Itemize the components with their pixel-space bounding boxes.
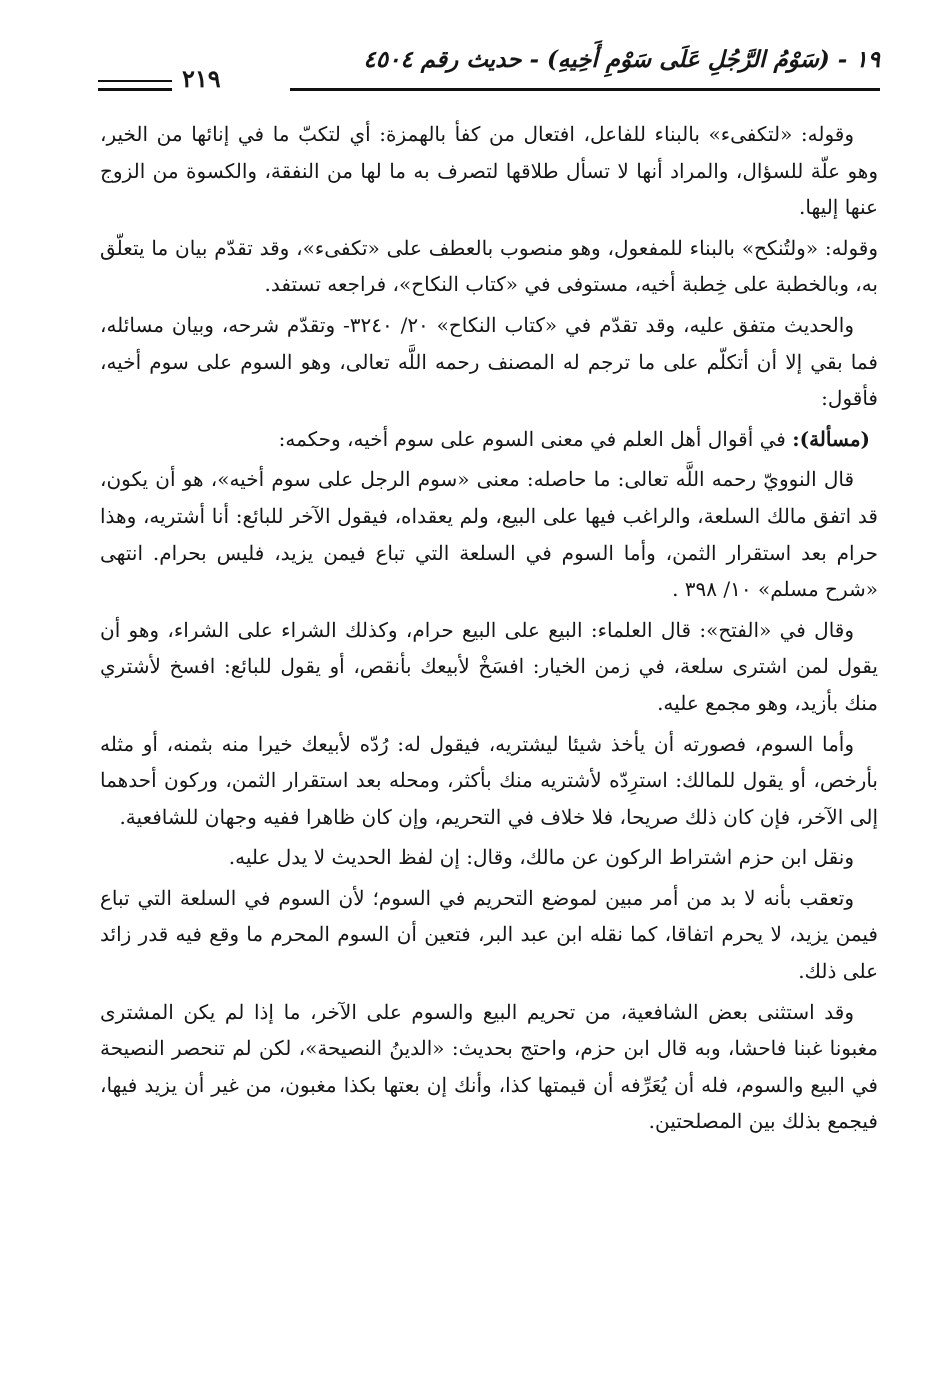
header-double-rule-top: [98, 80, 172, 82]
paragraph: وقوله: «لتكفىء» بالبناء للفاعل، افتعال من كفأ بالهمزة: أي لتكبّ ما في إنائها من الخير، وهو علّة للسؤال، والمراد أنها لا تسأل طلاقها لتصرف به ما لها من النفقة، والكسوة من الزوج عنها إليها.: [100, 122, 878, 220]
header-double-rule-bottom: [98, 88, 172, 91]
page-number: ٢١٩: [182, 64, 221, 93]
paragraph: وتعقب بأنه لا بد من أمر مبين لموضع التحريم في السوم؛ لأن السوم في السلعة التي تباع فيمن يزيد، لا يحرم اتفاقا، كما نقله ابن عبد البر، فتعين أن السوم المحرم ما وقع فيه قدر زائد على ذلك.: [100, 885, 878, 984]
chapter-title: ١٩ - (سَوْمُ الرَّجُلِ عَلَى سَوْمِ أَخِيهِ) - حديث رقم ٤٥٠٤: [363, 46, 880, 73]
issue-label: (مسألة):: [792, 426, 870, 451]
header-rule: [290, 88, 880, 91]
paragraph: قال النوويّ رحمه اللَّه تعالى: ما حاصله: معنى «سوم الرجل على سوم أخيه»، هو أن يكون، قد اتفق مالك السلعة، والراغب فيها على البيع، ولم يعقداه، فيقول الآخر للبائع: أنا أشتريه، وهذا حرام بعد استقرار الثمن، وأما السوم في السلعة التي تباع فيمن يزيد، فليس بحرام. انتهى «شرح مسلم» ١٠/ ٣٩٨ .: [100, 467, 878, 602]
paragraph: والحديث متفق عليه، وقد تقدّم في «كتاب النكاح» ٢٠/ ٣٢٤٠- وتقدّم شرحه، وبيان مسائله، فما بقي إلا أن أتكلّم على ما ترجم له المصنف رحمه اللَّه تعالى، وهو السوم على سوم أخيه، فأقول:: [100, 312, 878, 411]
paragraph: ونقل ابن حزم اشتراط الركون عن مالك، وقال: إن لفظ الحديث لا يدل عليه.: [228, 845, 854, 870]
running-header: [98, 42, 880, 98]
paragraph: وقال في «الفتح»: قال العلماء: البيع على البيع حرام، وكذلك الشراء على الشراء، وهو أن يقول لمن اشترى سلعة، في زمن الخيار: افسَخْ لأبيعك بأنقص، أو يقول للبائع: افسخ لأشتري منك بأزيد، وهو مجمع عليه.: [100, 617, 878, 715]
issue-text: في أقوال أهل العلم في معنى السوم على سوم أخيه، وحكمه:: [278, 426, 786, 451]
body-text: [100, 116, 878, 1296]
paragraph: وقوله: «ولتُنكح» بالبناء للمفعول، وهو منصوب بالعطف على «تكفىء»، وقد تقدّم بيان ما يتعلّق به، وبالخطبة على خِطبة أخيه، مستوفى في «كتاب النكاح»، فراجعه تستفد.: [100, 235, 878, 297]
paragraph: وقد استثنى بعض الشافعية، من تحريم البيع والسوم على الآخر، ما إذا لم يكن المشترى مغبونا غبنا فاحشا، وبه قال ابن حزم، واحتج بحديث: «الدينُ النصيحة»، لكن لم تنحصر النصيحة في البيع والسوم، فله أن يُعَرِّفه أن قيمتها كذا، وأنك إن بعتها بكذا مغبون، من غير أن يزيد فيها، فيجمع بذلك بين المصلحتين.: [100, 999, 878, 1134]
issue-paragraph: [100, 421, 878, 458]
paragraph: وأما السوم، فصورته أن يأخذ شيئا ليشتريه، فيقول له: رُدّه لأبيعك خيرا منه بثمنه، أو مثله بأرخص، أو يقول للمالك: استرِدّه لأشتريه منك بأكثر، ومحله بعد استقرار الثمن، وركون أحدهما إلى الآخر، فإن كان ذلك صريحا، فلا خلاف في التحريم، وإن كان ظاهرا ففيه وجهان للشافعية.: [100, 731, 878, 829]
